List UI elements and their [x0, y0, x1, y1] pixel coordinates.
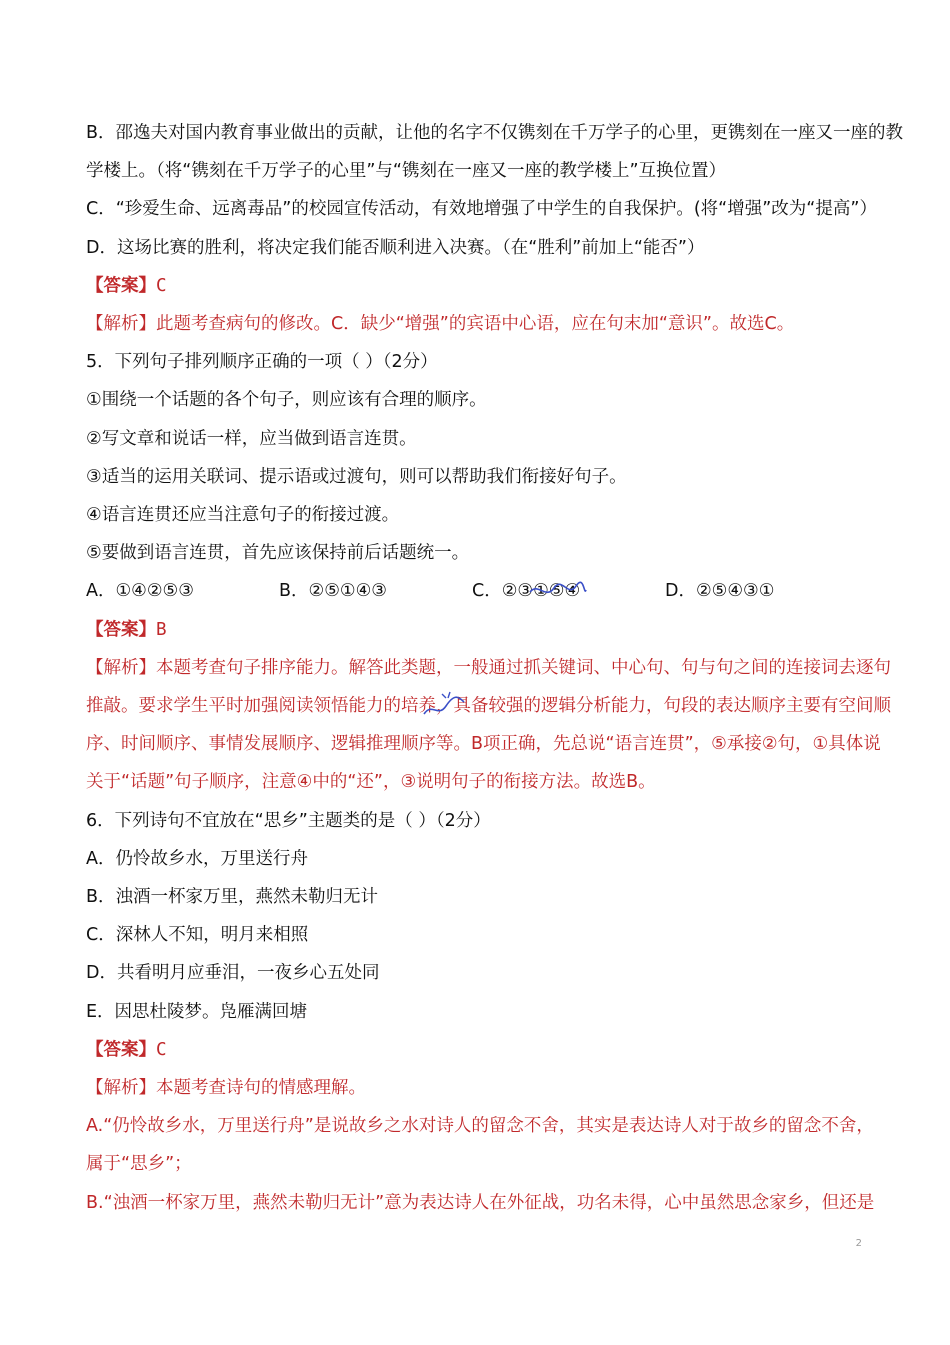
q6-option-d: D．共看明月应垂泪，一夜乡心五处同: [86, 963, 380, 984]
q4-option-d: D．这场比赛的胜利，将决定我们能否顺利进入决赛。（在“胜利”前加上“能否”）: [86, 237, 705, 258]
page-content: [86, 114, 904, 1222]
q5-option-d: D．②⑤④③①: [665, 581, 775, 602]
q6-analysis-head: 【解析】本题考查诗句的情感理解。: [86, 1078, 366, 1099]
q5-sentence-2: ②写文章和说话一样，应当做到语言连贯。: [86, 428, 417, 449]
q5-sentence-5: ⑤要做到语言连贯，首先应该保持前后话题统一。: [86, 543, 470, 564]
q5-answer: [86, 611, 876, 649]
q4-option-c: C．“珍爱生命、远离毒品”的校园宣传活动，有效地增强了中学生的自我保护。(将“增强”改为“提高”）: [86, 199, 877, 220]
q5-option-c: C．②③①⑤④: [472, 581, 581, 602]
q6-analysis-b-line-1: B.“浊酒一杯家万里，燕然未勒归无计”意为表达诗人在外征战，功名未得，心中虽然思念家乡，但还是: [86, 1192, 875, 1213]
q4-option-b-continued: 学楼上。（将“镌刻在千万学子的心里”与“镌刻在一座又一座的教学楼上”互换位置）: [86, 161, 727, 182]
q6-analysis-a-line-2: 属于“思乡”；: [86, 1154, 192, 1175]
q5-analysis-line-4: 关于“话题”句子顺序，注意④中的“还”，③说明句子的衔接方法。故选B。: [86, 772, 656, 793]
q5-sentence-4: ④语言连贯还应当注意句子的衔接过渡。: [86, 505, 400, 526]
q5-answer-label: 【答案】: [86, 619, 156, 640]
q6-option-a: A．仍怜故乡水，万里送行舟: [86, 848, 308, 869]
q6-option-c: C．深林人不知，明月来相照: [86, 925, 309, 946]
q5-option-a: A．①④②⑤③: [86, 581, 194, 602]
q5-answer-value: B: [156, 619, 167, 640]
q4-analysis: 【解析】此题考查病句的修改。C．缺少“增强”的宾语中心语，应在句末加“意识”。故选C。: [86, 314, 795, 335]
q6-answer-value: C: [156, 1039, 167, 1060]
q5-analysis-line-2: 推敲。要求学生平时加强阅读领悟能力的培养，具备较强的逻辑分析能力，句段的表达顺序主要有空间顺: [86, 696, 891, 717]
q4-answer-value: C: [156, 275, 167, 296]
q5-sentence-1: ①围绕一个话题的各个句子，则应该有合理的顺序。: [86, 390, 487, 411]
q6-stem: 6．下列诗句不宜放在“思乡”主题类的是（ ）（2分）: [86, 810, 491, 831]
q6-answer: [86, 1031, 876, 1069]
page-number: 2: [855, 1238, 862, 1249]
q4-option-b: B．邵逸夫对国内教育事业做出的贡献，让他的名字不仅镌刻在千万学子的心里，更镌刻在一座又一座的教: [86, 123, 904, 143]
q6-option-e: E．因思杜陵梦。凫雁满回塘: [86, 1001, 308, 1022]
q5-sentence-3: ③适当的运用关联词、提示语或过渡句，则可以帮助我们衔接好句子。: [86, 466, 627, 487]
q6-answer-label: 【答案】: [86, 1039, 156, 1060]
q4-answer-label: 【答案】: [86, 275, 156, 296]
q4-answer: [86, 267, 876, 305]
q5-analysis-line-3: 序、时间顺序、事情发展顺序、逻辑推理顺序等。B项正确，先总说“语言连贯”，⑤承接②句，①具体说: [86, 734, 881, 755]
q6-option-b: B．浊酒一杯家万里，燕然未勒归无计: [86, 887, 379, 908]
q5-option-b: B．②⑤①④③: [279, 581, 387, 602]
q5-options: [86, 572, 876, 610]
q6-analysis-a-line-1: A.“仍怜故乡水，万里送行舟”是说故乡之水对诗人的留念不舍，其实是表达诗人对于故乡的留念不舍，: [86, 1116, 874, 1137]
q5-analysis-line-1: 【解析】本题考查句子排序能力。解答此类题，一般通过抓关键词、中心句、句与句之间的连接词去逐句: [86, 657, 891, 678]
q5-stem: 5．下列句子排列顺序正确的一项（ ）（2分）: [86, 352, 438, 373]
